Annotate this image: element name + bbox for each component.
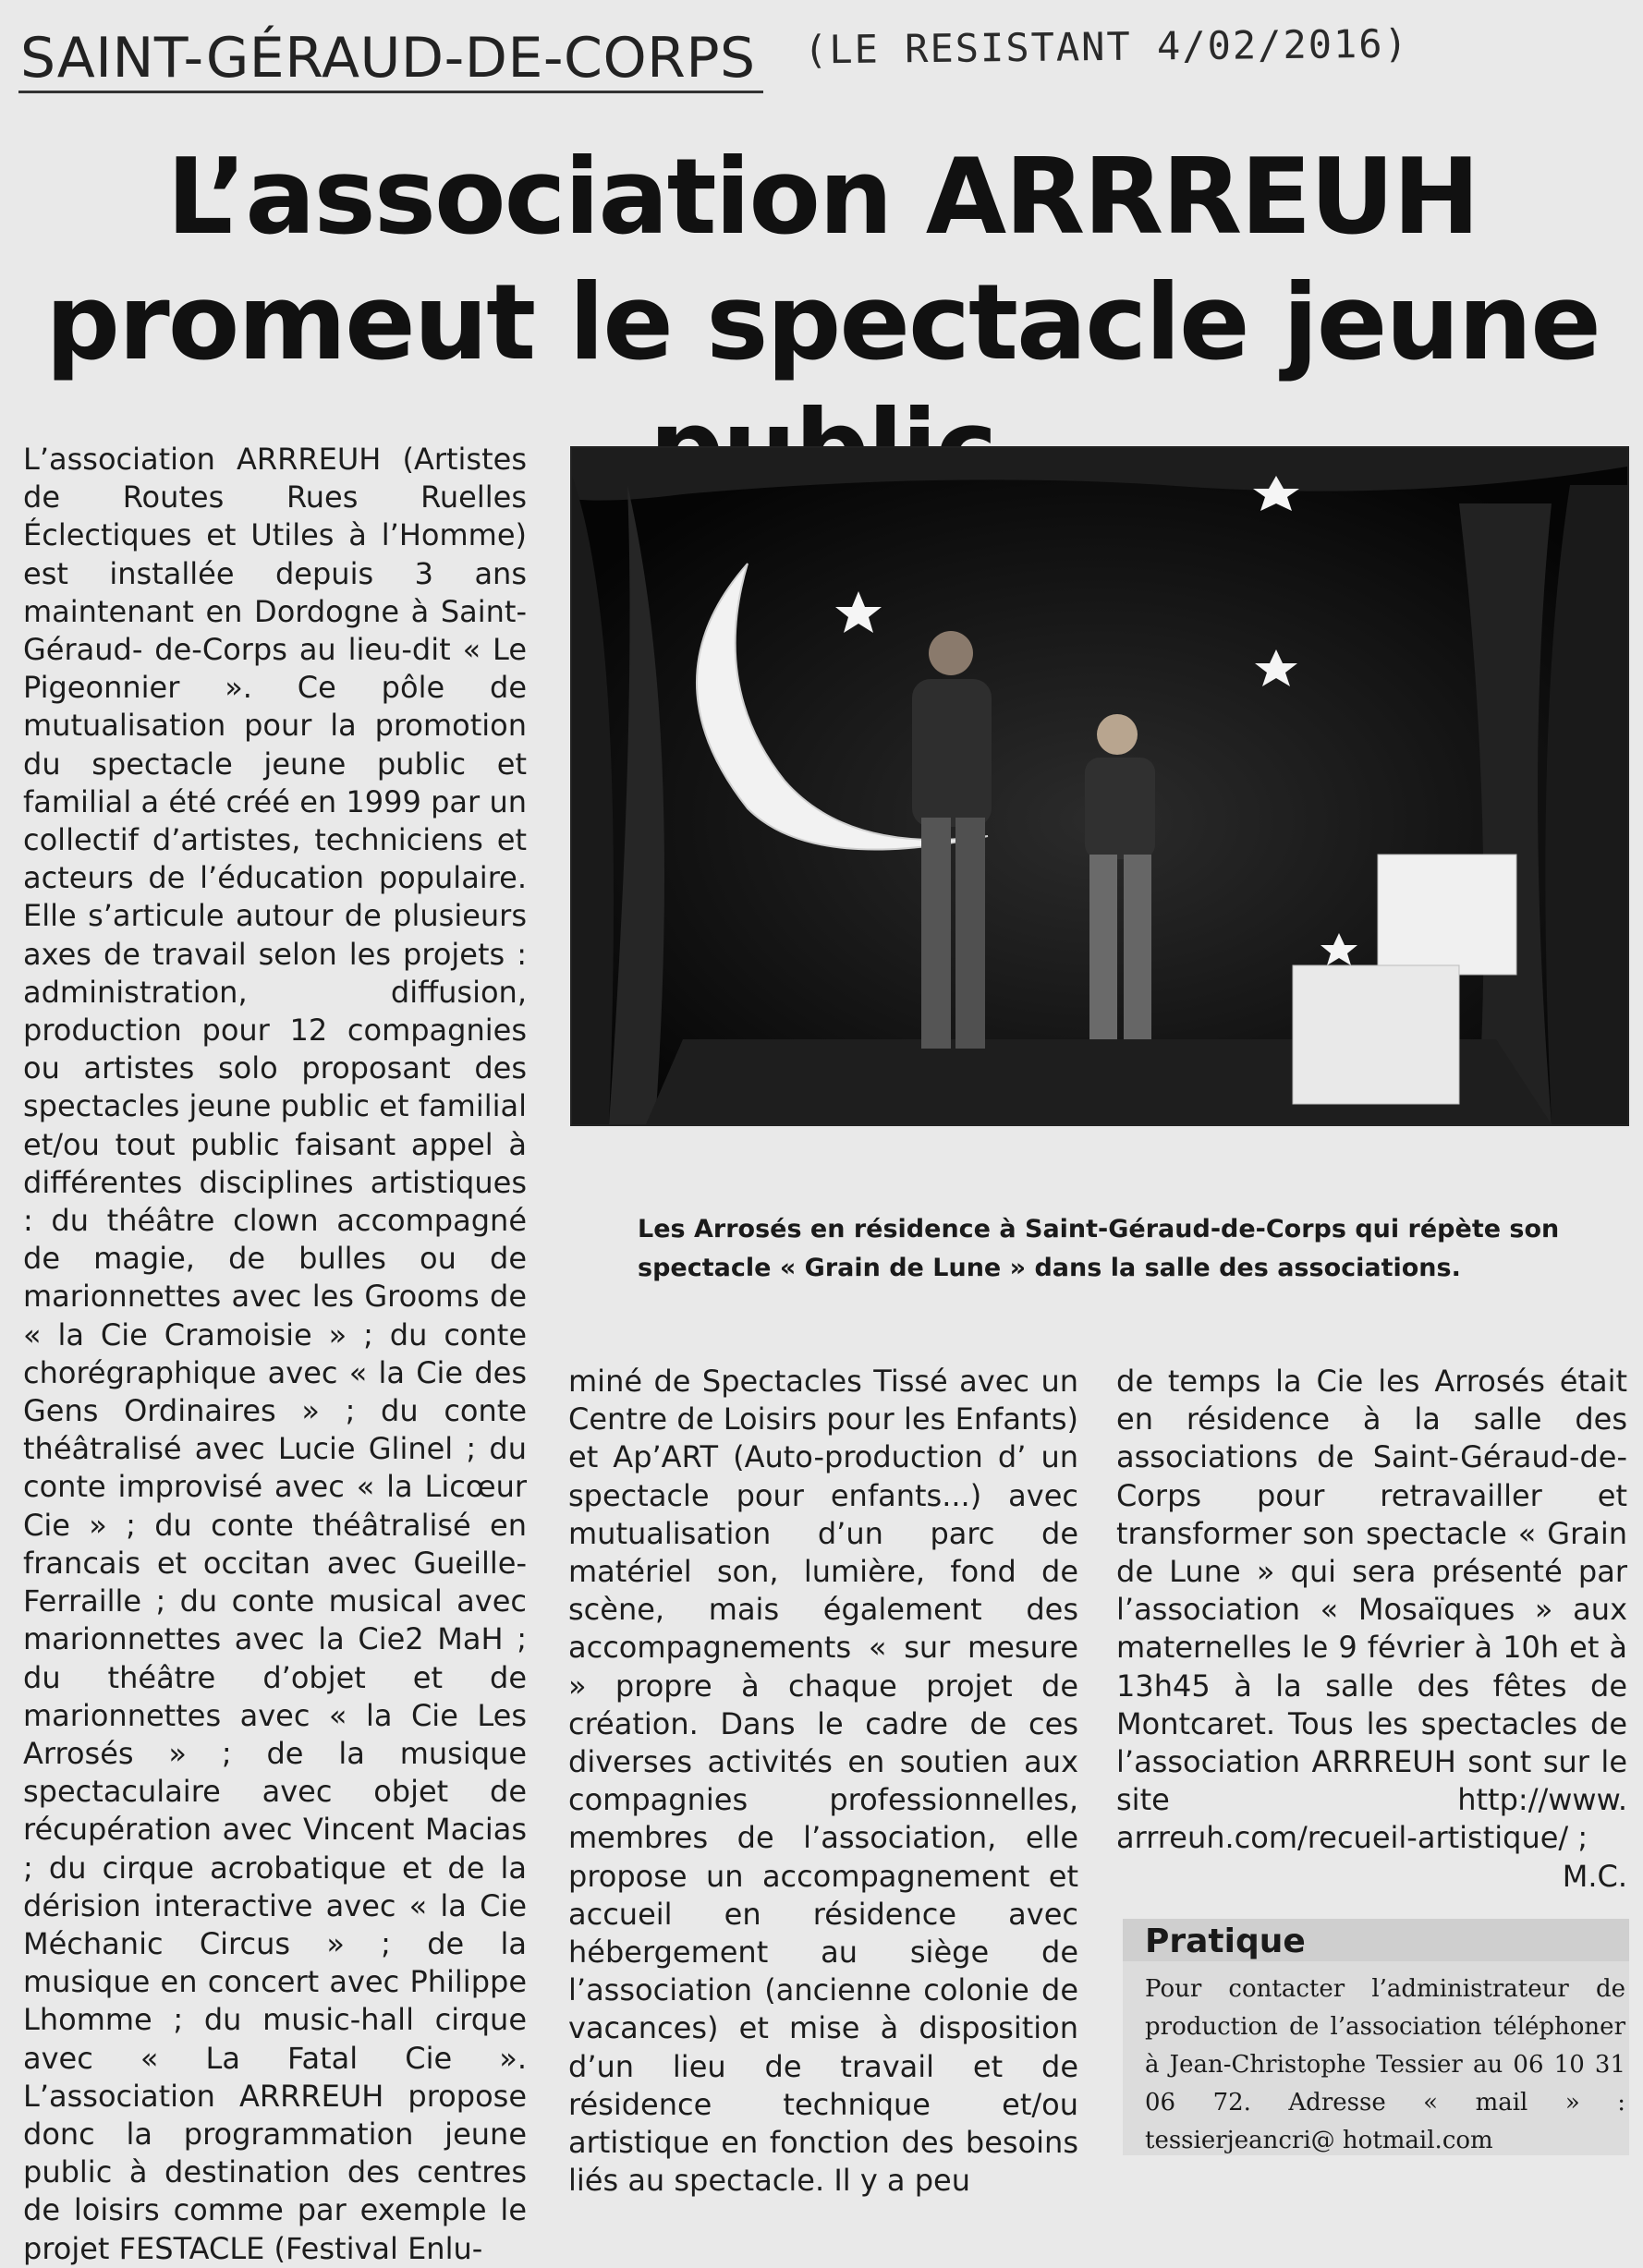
article-column-1 (23, 441, 527, 2268)
column-2-text: miné de Spectacles Tissé avec un Centre de Loisirs pour les Enfants) et Ap’ART (Auto-production d’ un spectacle pour enfants...) avec mutualisation d’un parc de matériel son, lumière, fond de scène, mais également des accompagnements « sur mesure » propre à chaque projet de création. Dans le cadre de ces diverses activités en soutien aux compagnies professionnelles, membres de l’association, elle propose un accompagnement et accueil en résidence avec hébergement au siège de l’association (ancienne colonie de vacances) et mise à disposition d’un lieu de travail et de résidence technique et/ou artistique en fonction des besoins liés au spectacle. Il y a peu (568, 1364, 1078, 2199)
article-headline: L’association ARRREUH promeut le spectacle jeune (45, 136, 1600, 383)
practical-info-box (1123, 1919, 1629, 2155)
handwritten-source-note: (LE RESISTANT 4/02/2016) (803, 20, 1410, 73)
practical-info-text: Pour contacter l’administrateur de production de l’association téléphoner à Jean-Christophe Tessier au 06 10 31 06 72. Adresse « mail » : tessierjeancri@ hotmail.com (1145, 1975, 1625, 2154)
section-kicker: SAINT-GÉRAUD-DE-CORPS (20, 26, 756, 91)
kicker-underline (18, 91, 763, 93)
article-column-2 (568, 1363, 1078, 2200)
article-column-3 (1116, 1363, 1627, 1896)
stage-photo-illustration (572, 448, 1627, 1124)
column-3-text: de temps la Cie les Arrosés était en résidence à la salle des associations de Saint-Géraud-de-Corps pour retravailler et transformer son spectacle « Grain de Lune » qui sera présenté par l’association « Mosaïques » aux maternelles le 9 février à 10h et à 13h45 à la salle des fêtes de Montcaret. Tous les spectacles de l’association ARRREUH sont sur le site http://www. arrreuh.com/recueil-artistique/ ; (1116, 1364, 1627, 1856)
practical-info-title: Pratique (1123, 1919, 1629, 1961)
article-photo (570, 446, 1629, 1126)
column-1-text: L’association ARRREUH (Artistes de Routes Rues Ruelles Éclectiques et Utiles à l’Homme) est installée depuis 3 ans maintenant en Dordogne à Saint-Géraud- de-Corps au lieu-dit « Le Pigeonnier ». Ce pôle de mutualisation pour la promotion du spectacle jeune public et familial a été créé en 1999 par un collectif d’artistes, techniciens et acteurs de l’éducation populaire. Elle s’articule autour de plusieurs axes de travail selon les projets : administration, diffusion, production pour 12 compagnies ou artistes solo proposant des spectacles jeune public et familial et/ou tout public faisant appel à différentes disciplines artistiques : du théâtre clown accompagné de magie, de bulles ou de marionnettes avec les Grooms de « la Cie Cramoisie » ; du conte chorégraphique avec « la Cie des Gens Ordinaires » ; du conte théâtralisé avec Lucie Glinel ; du conte improvisé avec « la Licœur Cie » ; du conte théâtralisé en francais et occitan avec Gueille- Ferraille ; du conte musical avec marionnettes avec la Cie2 MaH ; du théâtre d’objet et de marionnettes avec « la Cie Les Arrosés » ; de la musique spectaculaire avec objet de récupération avec Vincent Macias ; du cirque acrobatique et de la dérision interactive avec « la Cie Méchanic Circus » ; de la musique en concert avec Philippe Lhomme ; du music-hall cirque avec « La Fatal Cie ». L’association ARRREUH propose donc la programmation jeune public à destination des centres de loisirs comme par exemple le projet FESTACLE (Festival Enlu- (23, 442, 527, 2266)
photo-caption: Les Arrosés en résidence à Saint-Géraud-de-Corps qui répète son spectacle « Grain de Lune » dans la salle des associations. (638, 1215, 1560, 1282)
author-signature: M.C. (1562, 1858, 1627, 1894)
